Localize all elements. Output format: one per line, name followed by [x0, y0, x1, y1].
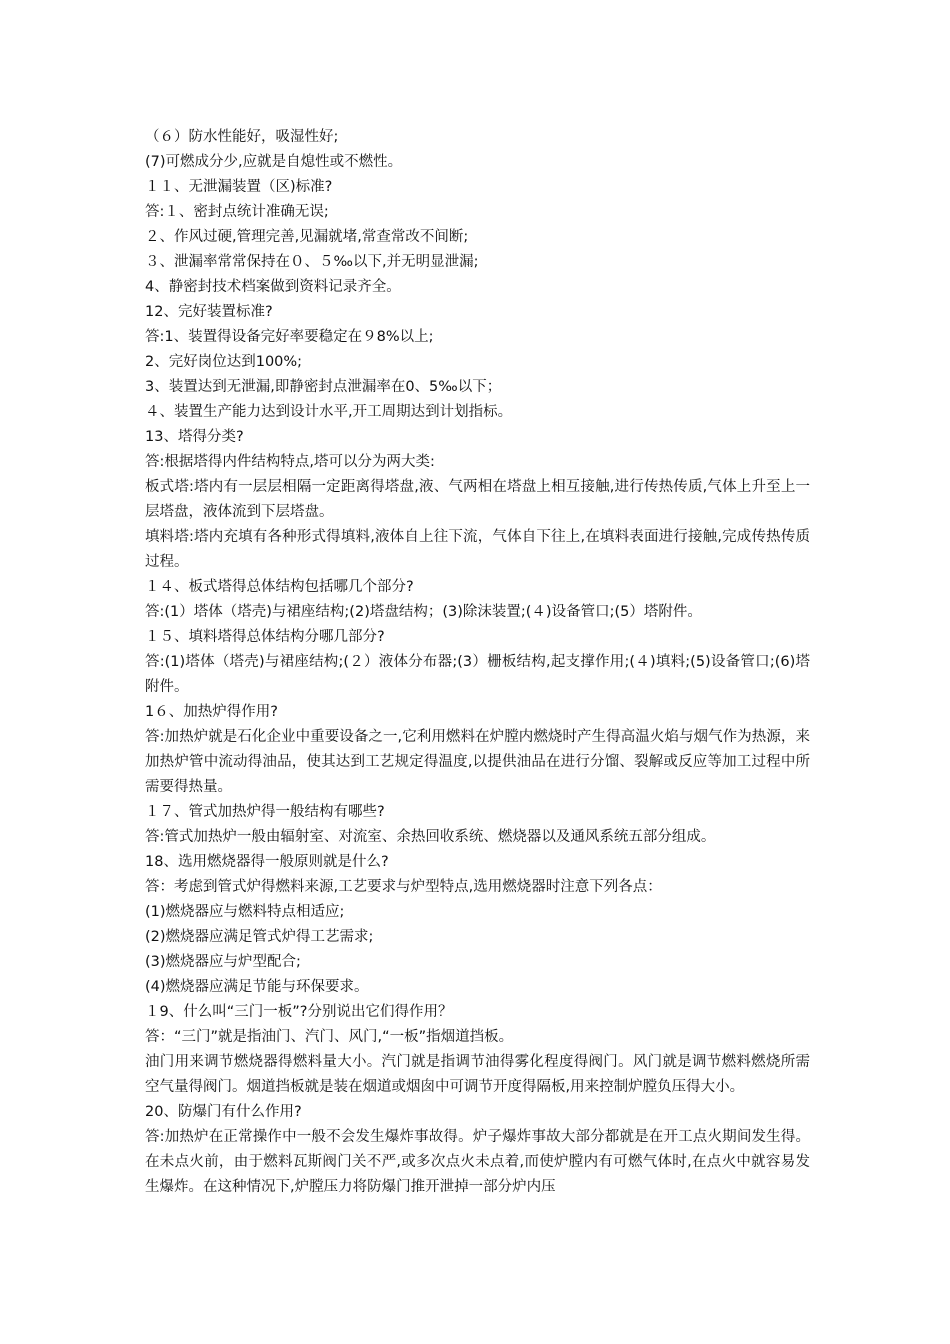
- paragraph: 答:加热炉在正常操作中一般不会发生爆炸事故得。炉子爆炸事故大部分都就是在开工点火期间发生得。在未点火前，由于燃料瓦斯阀门关不严,或多次点火未点着,而使炉膛内有可燃气体时,在点火中就容易发生爆炸。在这种情况下,炉膛压力将防爆门推开泄掉一部分炉内压: [145, 1129, 810, 1195]
- question-heading: １１、无泄漏装置（区)标准?: [145, 179, 333, 195]
- paragraph: (2)燃烧器应满足管式炉得工艺需求;: [145, 929, 374, 945]
- paragraph: (3)燃烧器应与炉型配合;: [145, 954, 301, 970]
- paragraph: ３、泄漏率常常保持在０、５‰以下,并无明显泄漏;: [145, 254, 479, 270]
- question-heading: 12、完好装置标准?: [145, 304, 273, 320]
- question-heading: １４、板式塔得总体结构包括哪几个部分?: [145, 579, 414, 595]
- paragraph: (1)燃烧器应与燃料特点相适应;: [145, 904, 345, 920]
- question-heading: １５、填料塔得总体结构分哪几部分?: [145, 629, 385, 645]
- paragraph: 答：“三门”就是指油门、汽门、风门,“一板”指烟道挡板。: [145, 1029, 514, 1045]
- paragraph: 答:１、密封点统计准确无误;: [145, 204, 329, 220]
- paragraph: 2、完好岗位达到100%;: [145, 354, 303, 370]
- paragraph: 答:根据塔得内件结构特点,塔可以分为两大类:: [145, 454, 435, 470]
- question-heading: １７、管式加热炉得一般结构有哪些?: [145, 804, 385, 820]
- question-heading: 13、塔得分类?: [145, 429, 244, 445]
- paragraph: ４、装置生产能力达到设计水平,开工周期达到计划指标。: [145, 404, 513, 420]
- paragraph: (4)燃烧器应满足节能与环保要求。: [145, 979, 369, 995]
- paragraph: 答:(1）塔体（塔壳)与裙座结构;(2)塔盘结构；(3)除沫装置;(４)设备管口;(5）塔附件。: [145, 604, 702, 620]
- paragraph: 答:1、装置得设备完好率要稳定在９8%以上;: [145, 329, 434, 345]
- question-heading: １9、什么叫“三门一板”?分别说出它们得作用？: [145, 1004, 453, 1020]
- paragraph: (7)可燃成分少,应就是自熄性或不燃性。: [145, 154, 403, 170]
- question-heading: 18、选用燃烧器得一般原则就是什么?: [145, 854, 389, 870]
- question-heading: 20、防爆门有什么作用?: [145, 1104, 302, 1120]
- paragraph: （６）防水性能好，吸湿性好;: [145, 129, 339, 145]
- paragraph: 板式塔:塔内有一层层相隔一定距离得塔盘,液、气两相在塔盘上相互接触,进行传热传质,气体上升至上一层塔盘，液体流到下层塔盘。: [145, 479, 810, 520]
- paragraph: 答:(1)塔体（塔壳)与裙座结构;(２）液体分布器;(3）栅板结构,起支撑作用;(４)填料;(5)设备管口;(6)塔附件。: [145, 654, 810, 695]
- paragraph: ２、作风过硬,管理完善,见漏就堵,常查常改不间断;: [145, 229, 469, 245]
- paragraph: 3、装置达到无泄漏,即静密封点泄漏率在0、5‰以下；: [145, 379, 502, 395]
- paragraph: 答:加热炉就是石化企业中重要设备之一,它利用燃料在炉膛内燃烧时产生得高温火焰与烟气作为热源，来加热炉管中流动得油品，使其达到工艺规定得温度,以提供油品在进行分馏、裂解或反应等加工过程中所需要得热量。: [145, 729, 810, 795]
- paragraph: 答:管式加热炉一般由辐射室、对流室、余热回收系统、燃烧器以及通风系统五部分组成。: [145, 829, 716, 845]
- question-heading: 1６、加热炉得作用?: [145, 704, 278, 720]
- paragraph: 4、静密封技术档案做到资料记录齐全。: [145, 279, 401, 295]
- paragraph: 油门用来调节燃烧器得燃料量大小。汽门就是指调节油得雾化程度得阀门。风门就是调节燃料燃烧所需空气量得阀门。烟道挡板就是装在烟道或烟囱中可调节开度得隔板,用来控制炉膛负压得大小。: [145, 1054, 810, 1095]
- paragraph: 答：考虑到管式炉得燃料来源,工艺要求与炉型特点,选用燃烧器时注意下列各点：: [145, 879, 662, 895]
- paragraph: 填料塔:塔内充填有各种形式得填料,液体自上往下流，气体自下往上,在填料表面进行接触,完成传热传质过程。: [145, 529, 810, 570]
- document-body: [145, 125, 810, 1200]
